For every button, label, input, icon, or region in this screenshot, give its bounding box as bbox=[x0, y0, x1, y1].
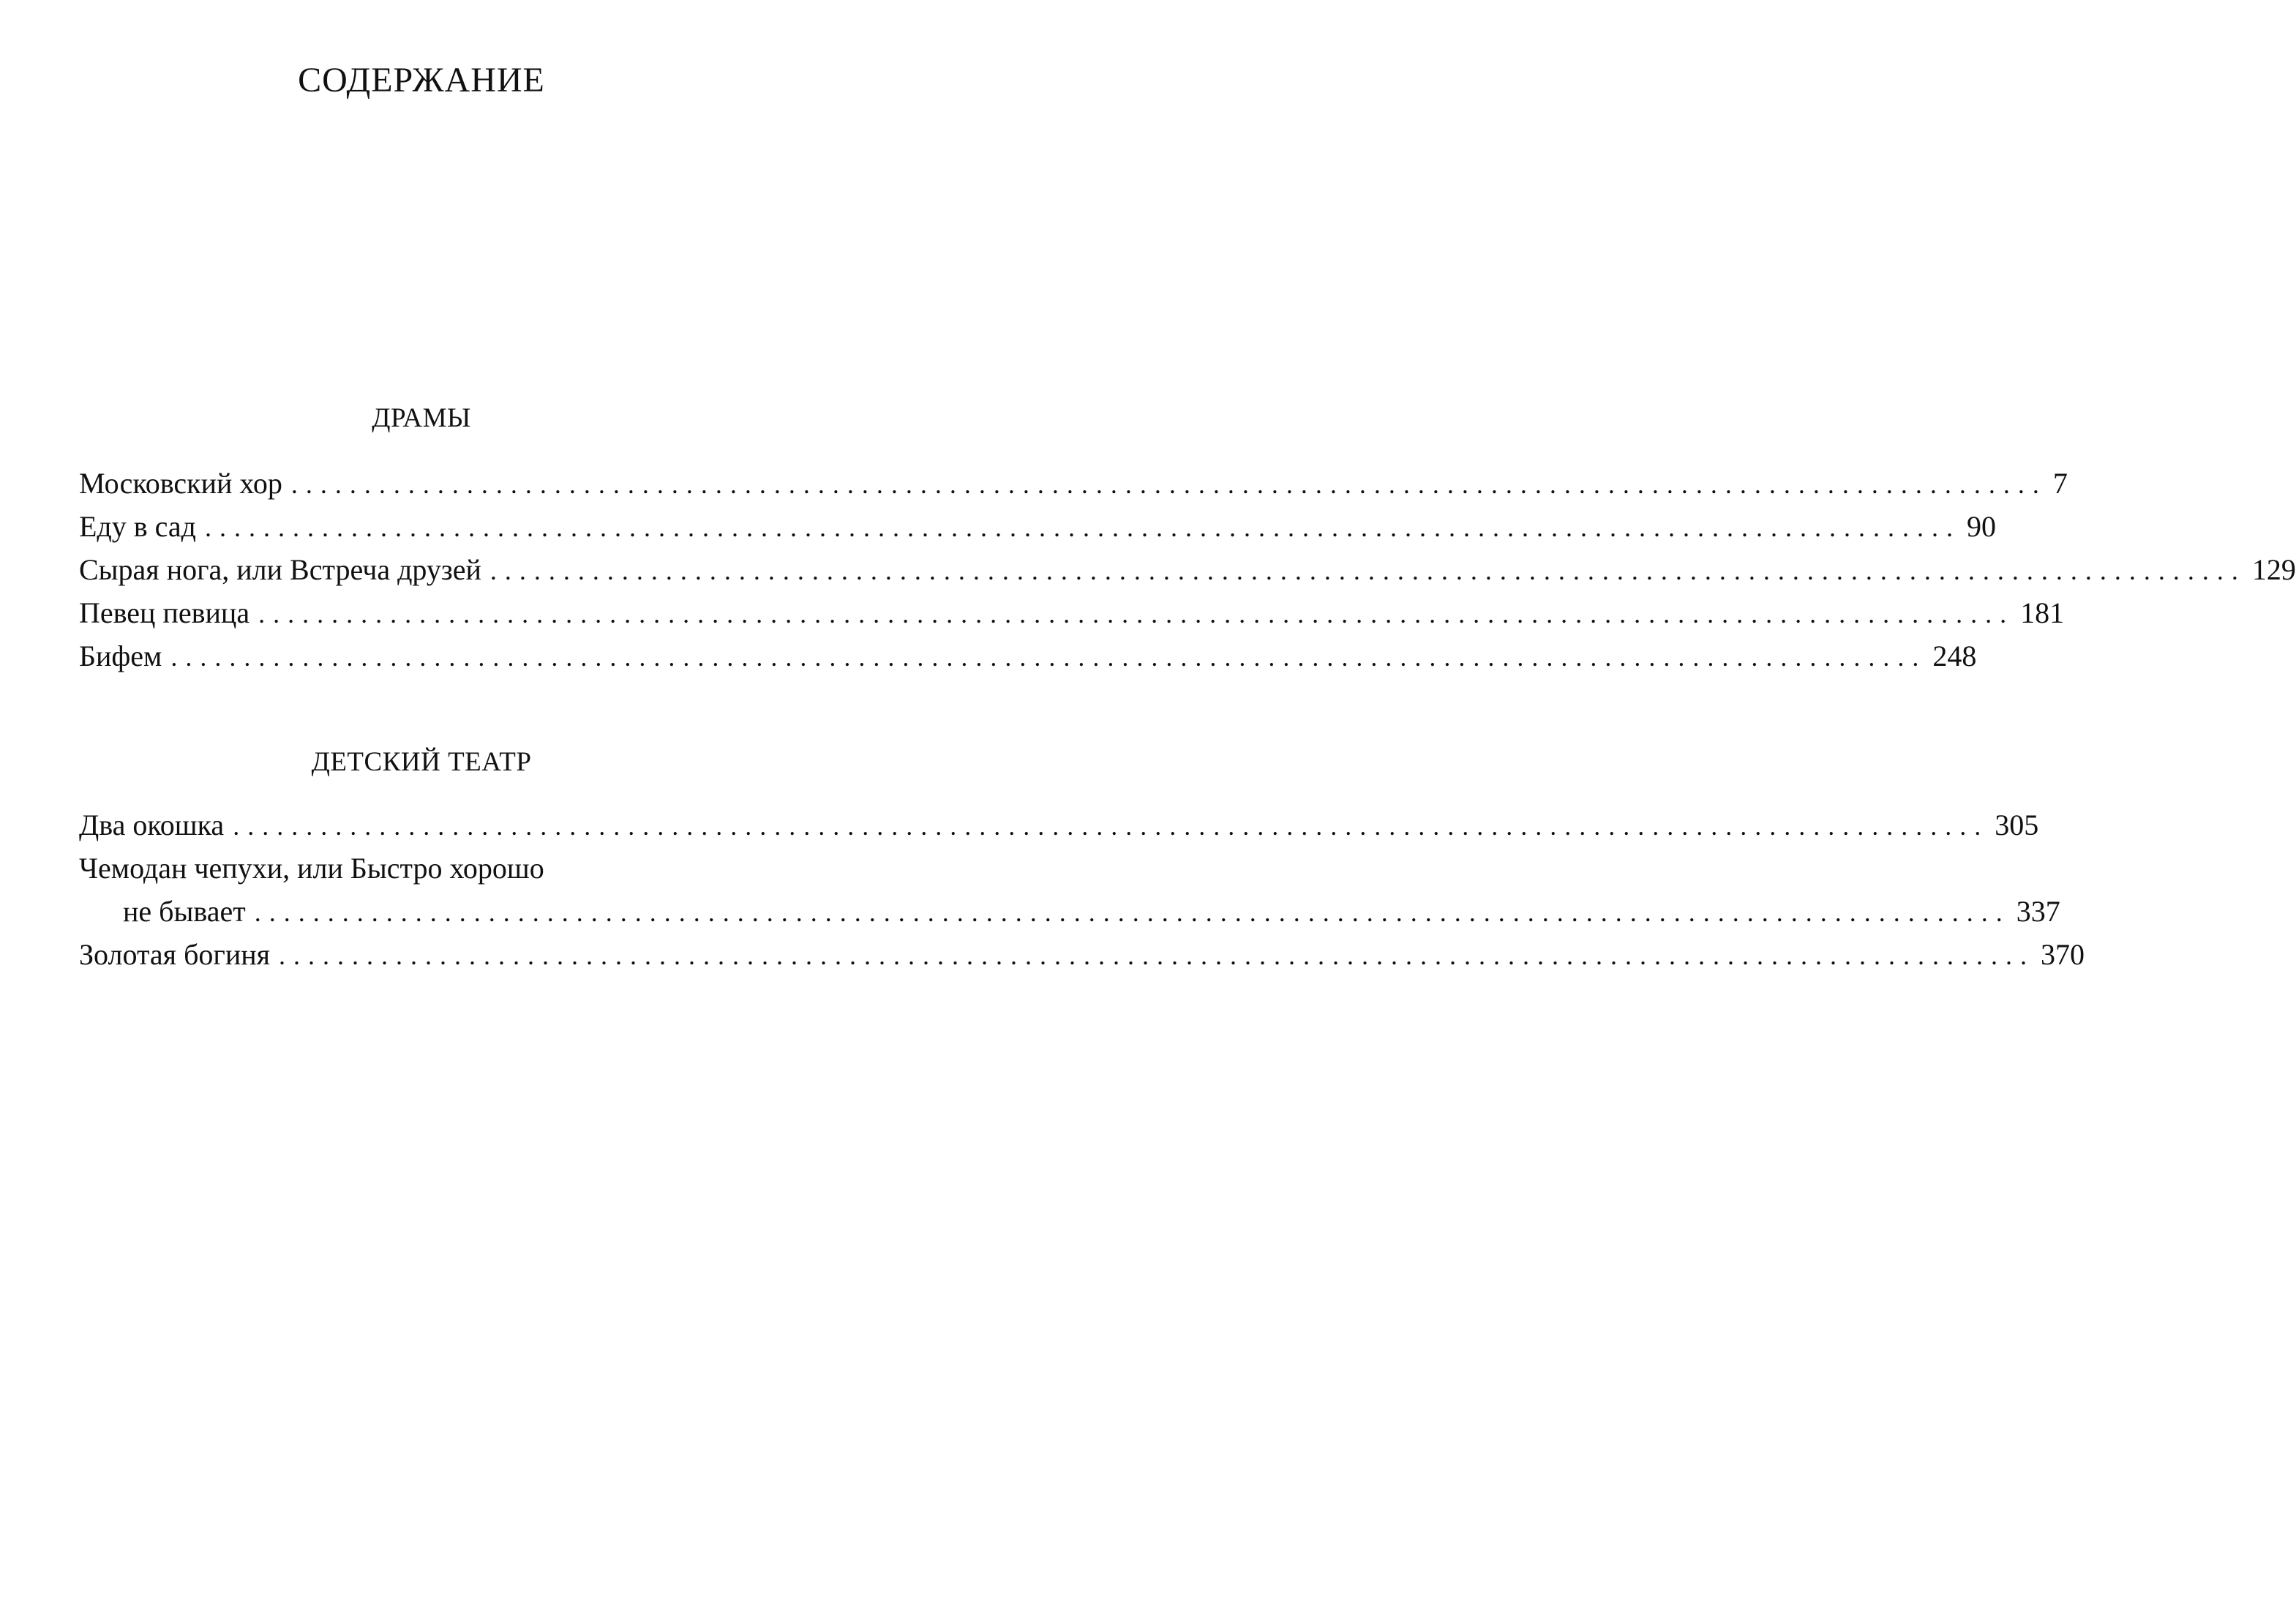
dot-leader: ........................................................................................................................ bbox=[279, 941, 2036, 970]
page-title: СОДЕРЖАНИЕ bbox=[298, 61, 545, 100]
toc-entry[interactable] bbox=[79, 548, 2296, 591]
toc-list-dramas bbox=[79, 462, 2296, 678]
toc-entry-page: 337 bbox=[2016, 895, 2060, 928]
toc-list-childrens-theatre bbox=[79, 803, 2085, 976]
toc-entry[interactable] bbox=[79, 505, 1997, 548]
toc-entry-page: 7 bbox=[2052, 467, 2068, 500]
toc-entry-title[interactable]: Певец певица bbox=[79, 596, 250, 629]
toc-entry[interactable] bbox=[79, 933, 2085, 976]
toc-entry-page: 181 bbox=[2020, 596, 2065, 629]
toc-entry[interactable] bbox=[79, 591, 2065, 634]
toc-entry[interactable] bbox=[79, 634, 1977, 678]
toc-entry-continuation[interactable] bbox=[79, 890, 2060, 933]
toc-entry[interactable] bbox=[79, 462, 2068, 505]
dot-leader: ........................................................................................................................ bbox=[170, 642, 1927, 672]
dot-leader: ........................................................................................................................ bbox=[205, 513, 1962, 542]
toc-entry-title[interactable]: Московский хор bbox=[79, 467, 282, 500]
toc-entry[interactable] bbox=[79, 847, 766, 890]
dot-leader: ........................................................................................................................ bbox=[489, 556, 2246, 585]
toc-entry-title[interactable]: Два окошка bbox=[79, 809, 225, 841]
section-heading-dramas: ДРАМЫ bbox=[372, 403, 471, 433]
dot-leader: ........................................................................................................................ bbox=[290, 470, 2047, 499]
toc-entry-page: 305 bbox=[1995, 809, 2039, 841]
toc-entry-page: 248 bbox=[1932, 639, 1977, 672]
toc-entry-title[interactable]: Еду в сад bbox=[79, 510, 197, 543]
dot-leader: ........................................................................................................................ bbox=[258, 599, 2015, 629]
toc-entry-title-line1[interactable]: Чемодан чепухи, или Быстро хорошо bbox=[79, 852, 544, 885]
toc-entry-title[interactable]: Сырая нога, или Встреча друзей bbox=[79, 553, 481, 586]
toc-entry-title-line2[interactable]: не бывает bbox=[123, 895, 246, 928]
toc-entry-title[interactable]: Золотая богиня bbox=[79, 938, 271, 971]
toc-entry-title[interactable]: Бифем bbox=[79, 639, 162, 672]
dot-leader: ........................................................................................................................ bbox=[254, 898, 2011, 927]
toc-entry-page: 370 bbox=[2041, 938, 2085, 971]
section-heading-childrens-theatre: ДЕТСКИЙ ТЕАТР bbox=[311, 747, 532, 777]
toc-entry[interactable] bbox=[79, 803, 2039, 847]
dot-leader: ........................................................................................................................ bbox=[233, 811, 1989, 841]
toc-entry-page: 90 bbox=[1967, 510, 1997, 543]
toc-entry-page: 129 bbox=[2251, 553, 2296, 586]
